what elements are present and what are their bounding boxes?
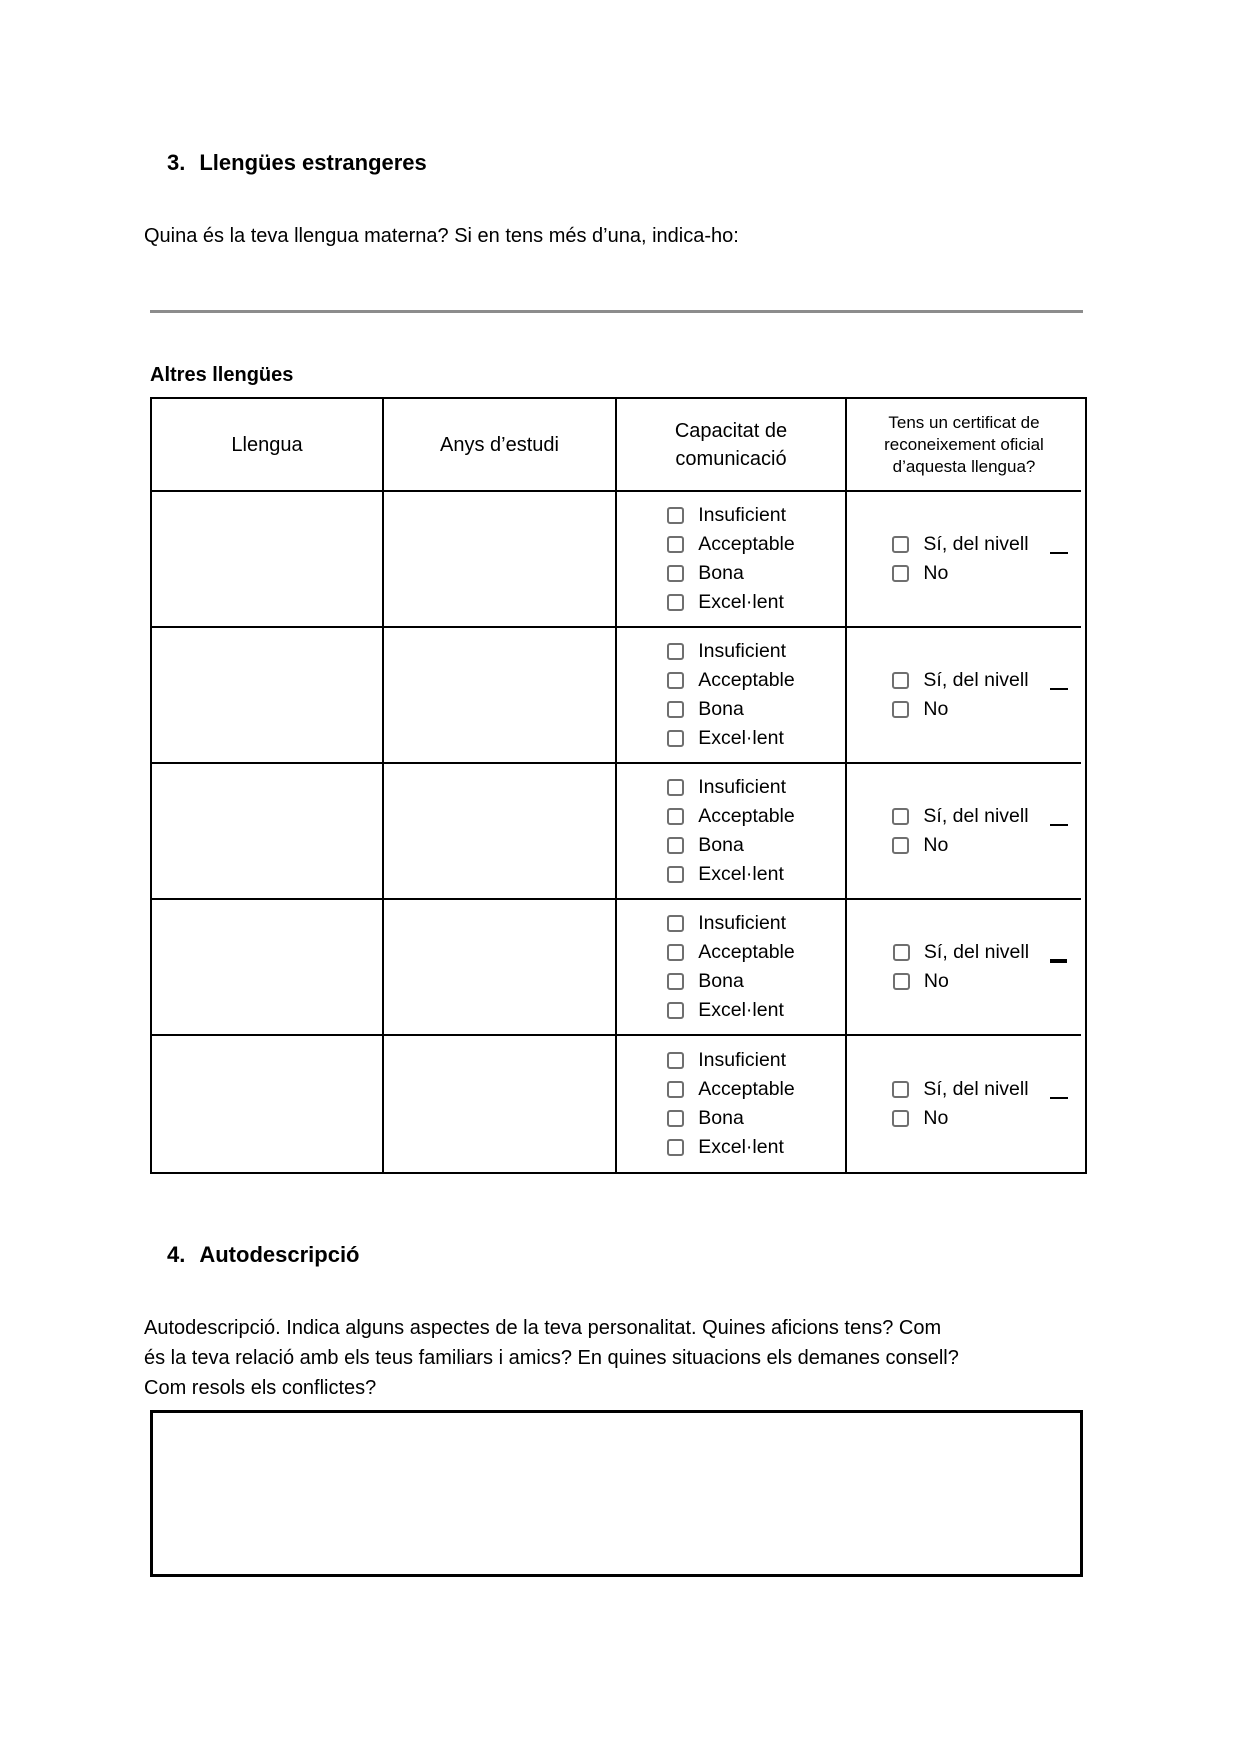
option-si-del-nivell: [892, 530, 1067, 559]
mother-tongue-question: Quina és la teva llengua materna? Si en tens més d’una, indica-ho:: [144, 225, 739, 247]
option-label: Insuficient: [698, 776, 787, 798]
header-capacitat: Capacitat de comunicació: [617, 399, 847, 492]
checkbox-acceptable[interactable]: [667, 672, 684, 689]
option-label: Sí, del nivell: [923, 941, 1030, 963]
checkbox-no[interactable]: [892, 1110, 909, 1127]
capacitat-cell: [617, 764, 847, 900]
option-label: Excel·lent: [698, 1136, 784, 1158]
checkbox-si[interactable]: [893, 944, 910, 961]
section-3-title: Llengües estrangeres: [199, 150, 427, 175]
option-excellent: [667, 724, 784, 753]
header-certificat: Tens un certificat de reconeixement oficial d’aquesta llengua?: [847, 399, 1081, 492]
checkbox-bona[interactable]: [667, 837, 684, 854]
option-label: Bona: [698, 562, 744, 584]
checkbox-no[interactable]: [892, 837, 909, 854]
checkbox-insuficient[interactable]: [667, 643, 684, 660]
option-bona: [667, 967, 744, 996]
autodescripcio-answer-box[interactable]: [150, 1410, 1083, 1577]
option-insuficient: [667, 773, 786, 802]
option-bona: [667, 695, 744, 724]
option-excellent: [667, 588, 784, 617]
option-label: Bona: [698, 834, 744, 856]
checkbox-insuficient[interactable]: [667, 1052, 684, 1069]
capacitat-options: [667, 1046, 794, 1162]
checkbox-no[interactable]: [893, 973, 910, 990]
section-4-heading: [167, 1242, 360, 1268]
nivell-blank-line[interactable]: [1050, 552, 1068, 554]
option-label: Excel·lent: [698, 727, 784, 749]
option-si-del-nivell: [893, 938, 1067, 967]
section-4-number: 4.: [167, 1242, 186, 1267]
option-label: Excel·lent: [698, 863, 784, 885]
option-insuficient: [667, 1046, 786, 1075]
llengua-cell[interactable]: [152, 900, 384, 1036]
capacitat-options: [667, 637, 794, 753]
checkbox-excellent[interactable]: [667, 730, 684, 747]
capacitat-cell: [617, 492, 847, 628]
option-label: Sí, del nivell: [923, 805, 1029, 827]
checkbox-bona[interactable]: [667, 701, 684, 718]
checkbox-si[interactable]: [892, 536, 909, 553]
option-bona: [667, 559, 744, 588]
option-label: Excel·lent: [698, 591, 784, 613]
checkbox-excellent[interactable]: [667, 594, 684, 611]
llengua-cell[interactable]: [152, 1036, 384, 1172]
option-label: Insuficient: [698, 1049, 787, 1071]
checkbox-insuficient[interactable]: [667, 779, 684, 796]
option-label: No: [923, 834, 949, 856]
certificat-cell: [847, 1036, 1081, 1172]
checkbox-si[interactable]: [892, 1081, 909, 1098]
autodescripcio-paragraph: [144, 1313, 959, 1403]
nivell-blank-line[interactable]: [1050, 959, 1067, 963]
option-label: Excel·lent: [698, 999, 784, 1021]
paragraph-line: Com resols els conflictes?: [144, 1377, 377, 1399]
capacitat-cell: [617, 1036, 847, 1172]
option-no: [892, 559, 948, 588]
option-insuficient: [667, 501, 786, 530]
anys-estudi-cell[interactable]: [384, 1036, 617, 1172]
checkbox-bona[interactable]: [667, 1110, 684, 1127]
section-3-heading: [167, 150, 427, 176]
option-label: Acceptable: [698, 941, 795, 963]
nivell-blank-line[interactable]: [1050, 1097, 1068, 1099]
altres-llengues-table: [150, 397, 1087, 1174]
anys-estudi-cell[interactable]: [384, 764, 617, 900]
option-insuficient: [667, 909, 786, 938]
option-excellent: [667, 1133, 784, 1162]
option-label: Bona: [698, 970, 744, 992]
certificat-cell: [847, 628, 1081, 764]
certificat-options: [892, 1075, 1067, 1133]
option-label: Insuficient: [698, 912, 787, 934]
checkbox-acceptable[interactable]: [667, 536, 684, 553]
option-label: Acceptable: [698, 533, 795, 555]
option-label: Bona: [698, 698, 744, 720]
certificat-cell: [847, 492, 1081, 628]
section-3-number: 3.: [167, 150, 186, 175]
capacitat-cell: [617, 628, 847, 764]
altres-llengues-label: Altres llengües: [150, 364, 294, 386]
capacitat-options: [667, 501, 794, 617]
checkbox-si[interactable]: [892, 808, 909, 825]
option-label: Insuficient: [698, 504, 787, 526]
paragraph-line: Autodescripció. Indica alguns aspectes de la teva personalitat. Quines aficions tens? Com: [144, 1317, 942, 1339]
llengua-cell[interactable]: [152, 628, 384, 764]
option-si-del-nivell: [892, 666, 1067, 695]
option-label: No: [923, 970, 949, 992]
option-si-del-nivell: [892, 1075, 1067, 1104]
option-label: Sí, del nivell: [923, 669, 1029, 691]
option-label: Sí, del nivell: [923, 533, 1029, 555]
checkbox-bona[interactable]: [667, 973, 684, 990]
nivell-blank-line[interactable]: [1050, 688, 1068, 690]
option-label: Acceptable: [698, 805, 795, 827]
option-insuficient: [667, 637, 786, 666]
capacitat-options: [667, 773, 794, 889]
checkbox-excellent[interactable]: [667, 866, 684, 883]
llengua-cell[interactable]: [152, 764, 384, 900]
option-label: Acceptable: [698, 1078, 795, 1100]
anys-estudi-cell[interactable]: [384, 900, 617, 1036]
option-excellent: [667, 996, 784, 1025]
option-no: [892, 831, 948, 860]
checkbox-acceptable[interactable]: [667, 808, 684, 825]
certificat-options: [892, 802, 1067, 860]
checkbox-acceptable[interactable]: [667, 944, 684, 961]
option-bona: [667, 1104, 744, 1133]
certificat-cell: [847, 764, 1081, 900]
option-no: [892, 695, 948, 724]
option-label: Sí, del nivell: [923, 1078, 1029, 1100]
checkbox-excellent[interactable]: [667, 1002, 684, 1019]
certificat-options: [892, 666, 1067, 724]
option-acceptable: [667, 666, 794, 695]
capacitat-options: [667, 909, 794, 1025]
option-no: [893, 967, 949, 996]
option-label: Acceptable: [698, 669, 795, 691]
llengua-cell[interactable]: [152, 492, 384, 628]
certificat-options: [893, 938, 1067, 996]
checkbox-no[interactable]: [892, 565, 909, 582]
checkbox-insuficient[interactable]: [667, 915, 684, 932]
mother-tongue-answer-line[interactable]: [150, 310, 1083, 313]
option-label: No: [923, 698, 949, 720]
section-4-title: Autodescripció: [199, 1242, 360, 1267]
option-acceptable: [667, 802, 794, 831]
option-label: No: [923, 562, 949, 584]
option-acceptable: [667, 1075, 794, 1104]
option-label: Bona: [698, 1107, 744, 1129]
option-excellent: [667, 860, 784, 889]
certificat-options: [892, 530, 1067, 588]
header-anys-estudi: Anys d’estudi: [384, 399, 617, 492]
option-label: Insuficient: [698, 640, 787, 662]
option-label: No: [923, 1107, 949, 1129]
certificat-cell: [847, 900, 1081, 1036]
option-acceptable: [667, 530, 794, 559]
paragraph-line: és la teva relació amb els teus familiars i amics? En quines situacions els demanes consell?: [144, 1347, 959, 1369]
checkbox-insuficient[interactable]: [667, 507, 684, 524]
option-si-del-nivell: [892, 802, 1067, 831]
header-llengua: Llengua: [152, 399, 384, 492]
nivell-blank-line[interactable]: [1050, 824, 1068, 826]
checkbox-si[interactable]: [892, 672, 909, 689]
checkbox-acceptable[interactable]: [667, 1081, 684, 1098]
checkbox-excellent[interactable]: [667, 1139, 684, 1156]
checkbox-bona[interactable]: [667, 565, 684, 582]
option-bona: [667, 831, 744, 860]
anys-estudi-cell[interactable]: [384, 628, 617, 764]
capacitat-cell: [617, 900, 847, 1036]
option-no: [892, 1104, 948, 1133]
option-acceptable: [667, 938, 794, 967]
anys-estudi-cell[interactable]: [384, 492, 617, 628]
checkbox-no[interactable]: [892, 701, 909, 718]
